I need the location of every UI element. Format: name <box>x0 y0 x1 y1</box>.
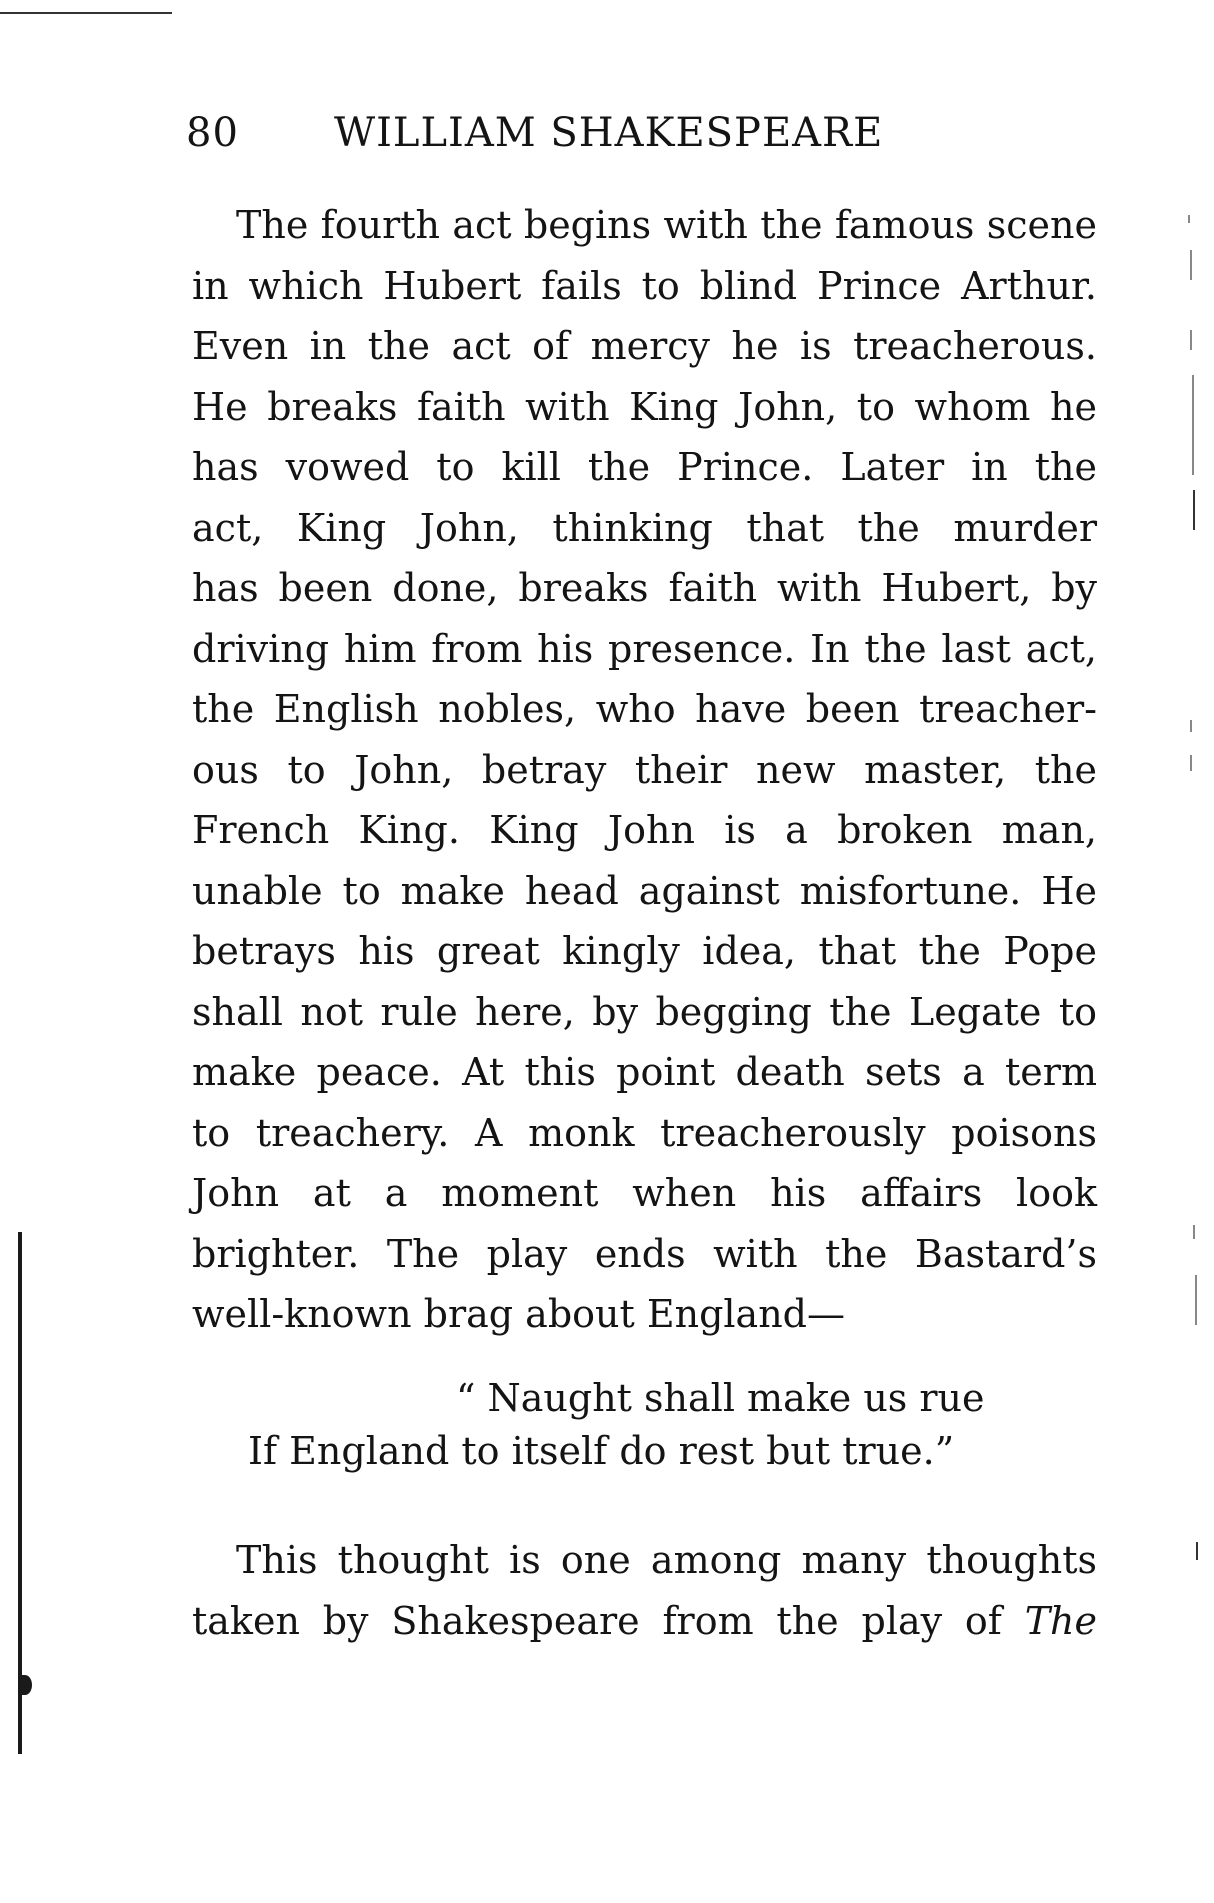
text-line: brighter. The play ends with the Bastard’s <box>192 1231 1097 1276</box>
text-line: to treachery. A monk treacherously poisons <box>192 1110 1097 1155</box>
text-line: shall not rule here, by begging the Legate to <box>192 989 1097 1034</box>
text-line <box>192 1591 1097 1652</box>
page-number: 80 <box>186 110 239 156</box>
running-title: WILLIAM SHAKESPEARE <box>334 110 884 156</box>
scan-edge-line <box>0 12 172 14</box>
text-line: The fourth act begins with the famous scene <box>236 203 1097 247</box>
verse-quotation <box>186 1372 1056 1478</box>
italic-title-word: The <box>1024 1598 1097 1643</box>
text-line: unable to make head against misfortune. He <box>192 868 1097 913</box>
text-line: driving him from his presence. In the last act, <box>192 626 1097 671</box>
verse-line: “ Naught shall make us rue <box>456 1376 985 1420</box>
text-line: act, King John, thinking that the murder <box>192 505 1097 550</box>
text-line: He breaks faith with King John, to whom he <box>192 384 1097 429</box>
text-line: betrays his great kingly idea, that the Pope <box>192 929 1097 973</box>
text-line: in which Hubert fails to blind Prince Arthur. <box>192 263 1097 308</box>
paragraph <box>192 1530 1097 1651</box>
text-line: well-known brag about England— <box>192 1292 845 1336</box>
text-line: Even in the act of mercy he is treacherous. <box>192 324 1097 368</box>
text-line: This thought is one among many thoughts <box>236 1538 1097 1582</box>
text-line: John at a moment when his affairs look <box>192 1171 1097 1215</box>
text-line: French King. King John is a broken man, <box>192 808 1097 852</box>
text-line: has vowed to kill the Prince. Later in the <box>192 445 1097 489</box>
scan-ink-blot <box>18 1675 32 1695</box>
text-line: ous to John, betray their new master, the <box>192 747 1097 792</box>
text-line: make peace. At this point death sets a term <box>192 1050 1097 1094</box>
paragraph <box>192 195 1097 1345</box>
text-run: taken by Shakespeare from the play of <box>192 1598 1025 1643</box>
page-header <box>186 110 883 156</box>
verse-line: If England to itself do rest but true.” <box>248 1429 955 1473</box>
text-line: the English nobles, who have been treacher- <box>192 687 1097 731</box>
text-line: has been done, breaks faith with Hubert, by <box>192 566 1097 610</box>
